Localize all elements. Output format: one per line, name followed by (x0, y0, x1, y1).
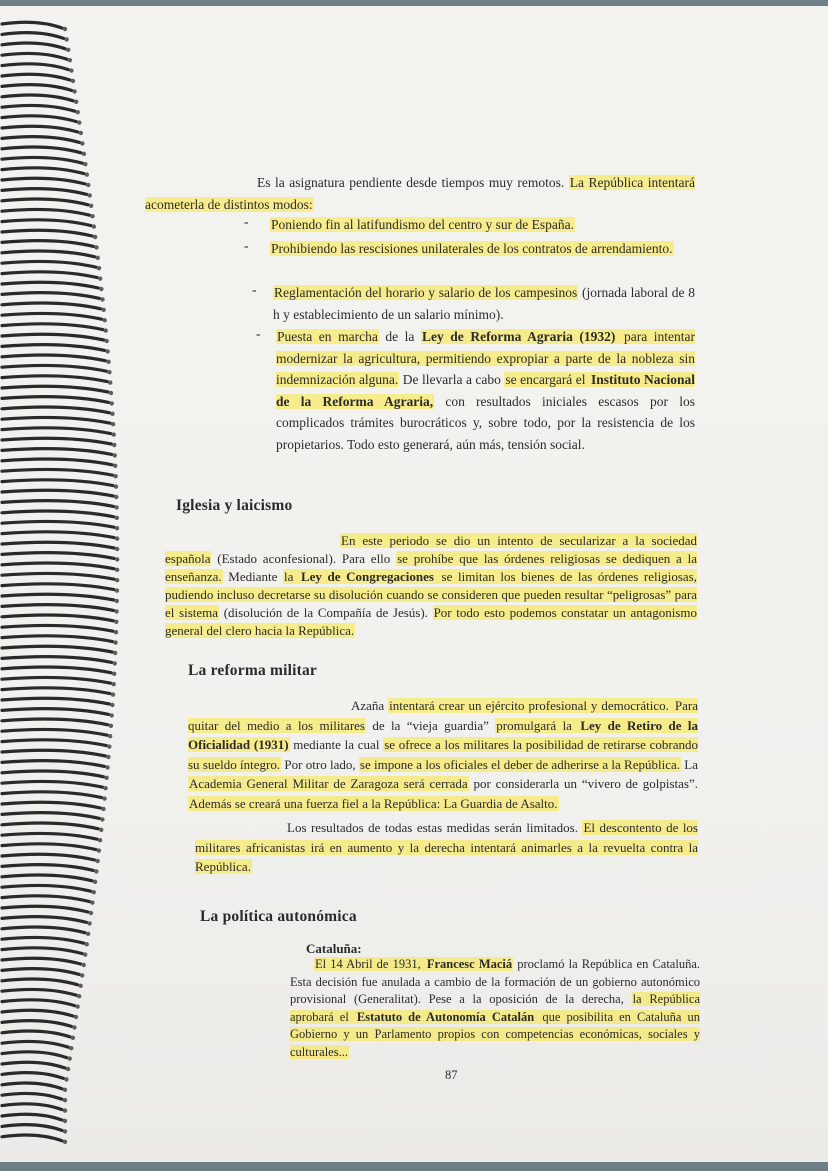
page-number: 87 (445, 1068, 458, 1082)
militar-paragraph-1: Azaña intentará crear un ejército profesional y democrático. Para quitar del medio a los militares de la “vieja guardia” promulgará la Ley de Retiro de la Oficialidad (1931) mediante la cual se ofrece a los militares la posibilidad de retirarse cobrando su sueldo íntegro. Por otro lado, se impone a los oficiales el deber de adherirse a la República. La Academia General Militar de Zaragoza será cerrada por considerarla un “vivero de golpistas”. Además se creará una fuerza fiel a la República: La Guardia de Asalto. (188, 698, 699, 811)
militar-paragraph-2: Los resultados de todas estas medidas serán limitados. El descontento de los militares africanistas irá en aumento y la derecha intentará animarles a la revuelta contra la República. (195, 820, 698, 875)
notebook-page (0, 6, 828, 1162)
bullet-dash: - (252, 282, 257, 297)
page-content (0, 6, 828, 1162)
bullet-dash: - (244, 214, 249, 229)
section-heading-militar: La reforma militar (188, 662, 317, 679)
autonomica-paragraph: El 14 Abril de 1931, Francesc Maciá proclamó la República en Cataluña. Esta decisión fue anulada a cambio de la formación de un gobierno autonómico provisional (Generalitat). Pese a la oposición de la derecha, la República aprobará el Estatuto de Autonomía Catalán que posibilita en Cataluña un Gobierno y un Parlamento propios con competencias económicas, sociales y culturales... (290, 957, 700, 1059)
agraria-bullet-3: Reglamentación del horario y salario de los campesinos (jornada laboral de 8 h y establecimiento de un salario mínimo). (273, 285, 695, 322)
section-heading-iglesia: Iglesia y laicismo (176, 497, 293, 514)
section-heading-autonomica: La política autonómica (200, 908, 357, 925)
bullet-dash: - (244, 238, 249, 253)
iglesia-paragraph: En este periodo se dio un intento de secularizar a la sociedad española (Estado aconfesional). Para ello se prohíbe que las órdenes religiosas se dediquen a la enseñanza. Mediante la Ley de Congregaciones se limitan los bienes de las órdenes religiosas, pudiendo incluso decretarse su disolución cuando se consideren que pueden resultar “peligrosas” para el sistema (disolución de la Compañía de Jesús). Por todo esto podemos constatar un antagonismo general del clero hacia la República. (165, 533, 697, 638)
agraria-bullet-4: Puesta en marcha de la Ley de Reforma Agraria (1932) para intentar modernizar la agricultura, permitiendo expropiar a parte de la nobleza sin indemnización alguna. De llevarla a cabo se encargará el Instituto Nacional de la Reforma Agraria, con resultados iniciales escasos por los complicados trámites burocráticos y, sobre todo, por la resistencia de los propietarios. Todo esto generará, aún más, tensión social. (276, 329, 695, 452)
subheading-cataluna: Cataluña: (306, 941, 362, 956)
bullet-dash: - (256, 326, 261, 341)
agraria-bullet-2: Prohibiendo las rescisiones unilaterales de los contratos de arrendamiento. (271, 241, 673, 256)
agraria-intro: Es la asignatura pendiente desde tiempos muy remotos. La República intentará acometerla de distintos modos: (145, 175, 695, 212)
agraria-bullet-1: Poniendo fin al latifundismo del centro y sur de España. (271, 217, 574, 232)
